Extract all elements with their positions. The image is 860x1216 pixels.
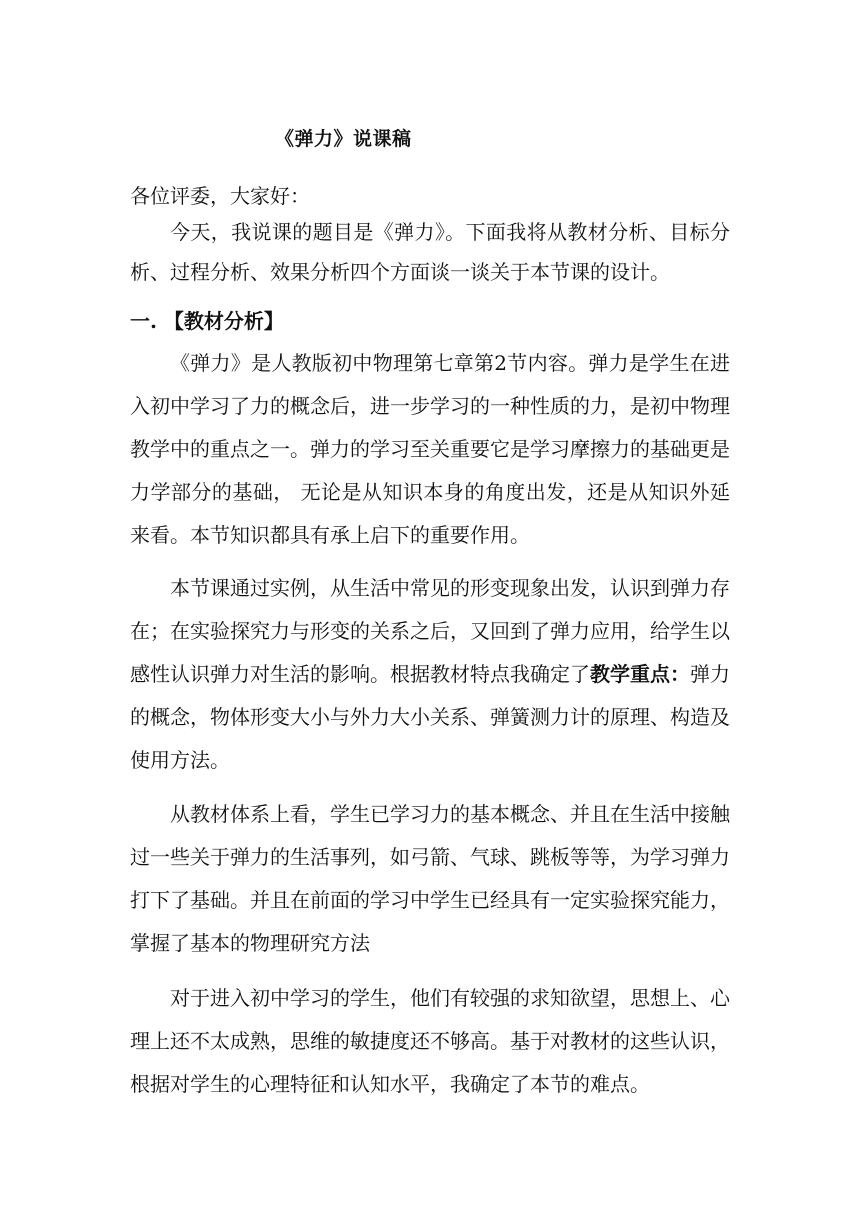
paragraph-teaching-focus (130, 567, 730, 782)
intro-paragraph: 今天，我说课的题目是《弹力》。下面我将从教材分析、目标分析、过程分析、效果分析四个方面谈一谈关于本节课的设计。 (130, 220, 730, 284)
section-heading-textbook-analysis: 一. 【教材分析】 (130, 309, 284, 333)
paragraph-textbook-position: 《弹力》是人教版初中物理第七章第2节内容。弹力是学生在进入初中学习了力的概念后，进一步学习的一种性质的力，是初中物理教学中的重点之一。弹力的学习至关重要它是学习摩擦力的基础更是力学部分的基础， 无论是从知识本身的角度出发，还是从知识外延来看。本节知识都具有承上启下的重要作用。 (130, 351, 730, 547)
greeting-text: 各位评委，大家好： (130, 184, 310, 208)
paragraph-student-background: 从教材体系上看，学生已学习力的基本概念、并且在生活中接触过一些关于弹力的生活事列，如弓箭、气球、跳板等等，为学习弹力打下了基础。并且在前面的学习中学生已经具有一定实验探究能力，掌握了基本的物理研究方法 (130, 802, 730, 955)
teaching-focus-text-after: 弹力的概念，物体形变大小与外力大小关系、弹簧测力计的原理、构造及使用方法。 (130, 662, 730, 772)
document-title: 《弹力》说课稿 (275, 128, 412, 150)
paragraph-student-characteristics: 对于进入初中学习的学生，他们有较强的求知欲望，思想上、心理上还不太成熟，思维的敏捷度还不够高。基于对教材的这些认识，根据对学生的心理特征和认知水平，我确定了本节的难点。 (130, 986, 730, 1096)
teaching-focus-label: 教学重点： (590, 662, 690, 686)
teaching-focus-text-before: 本节课通过实例，从生活中常见的形变现象出发，认识到弹力存在；在实验探究力与形变的关系之后，又回到了弹力应用，给学生以感性认识弹力对生活的影响。根据教材特点我确定了 (130, 576, 730, 686)
